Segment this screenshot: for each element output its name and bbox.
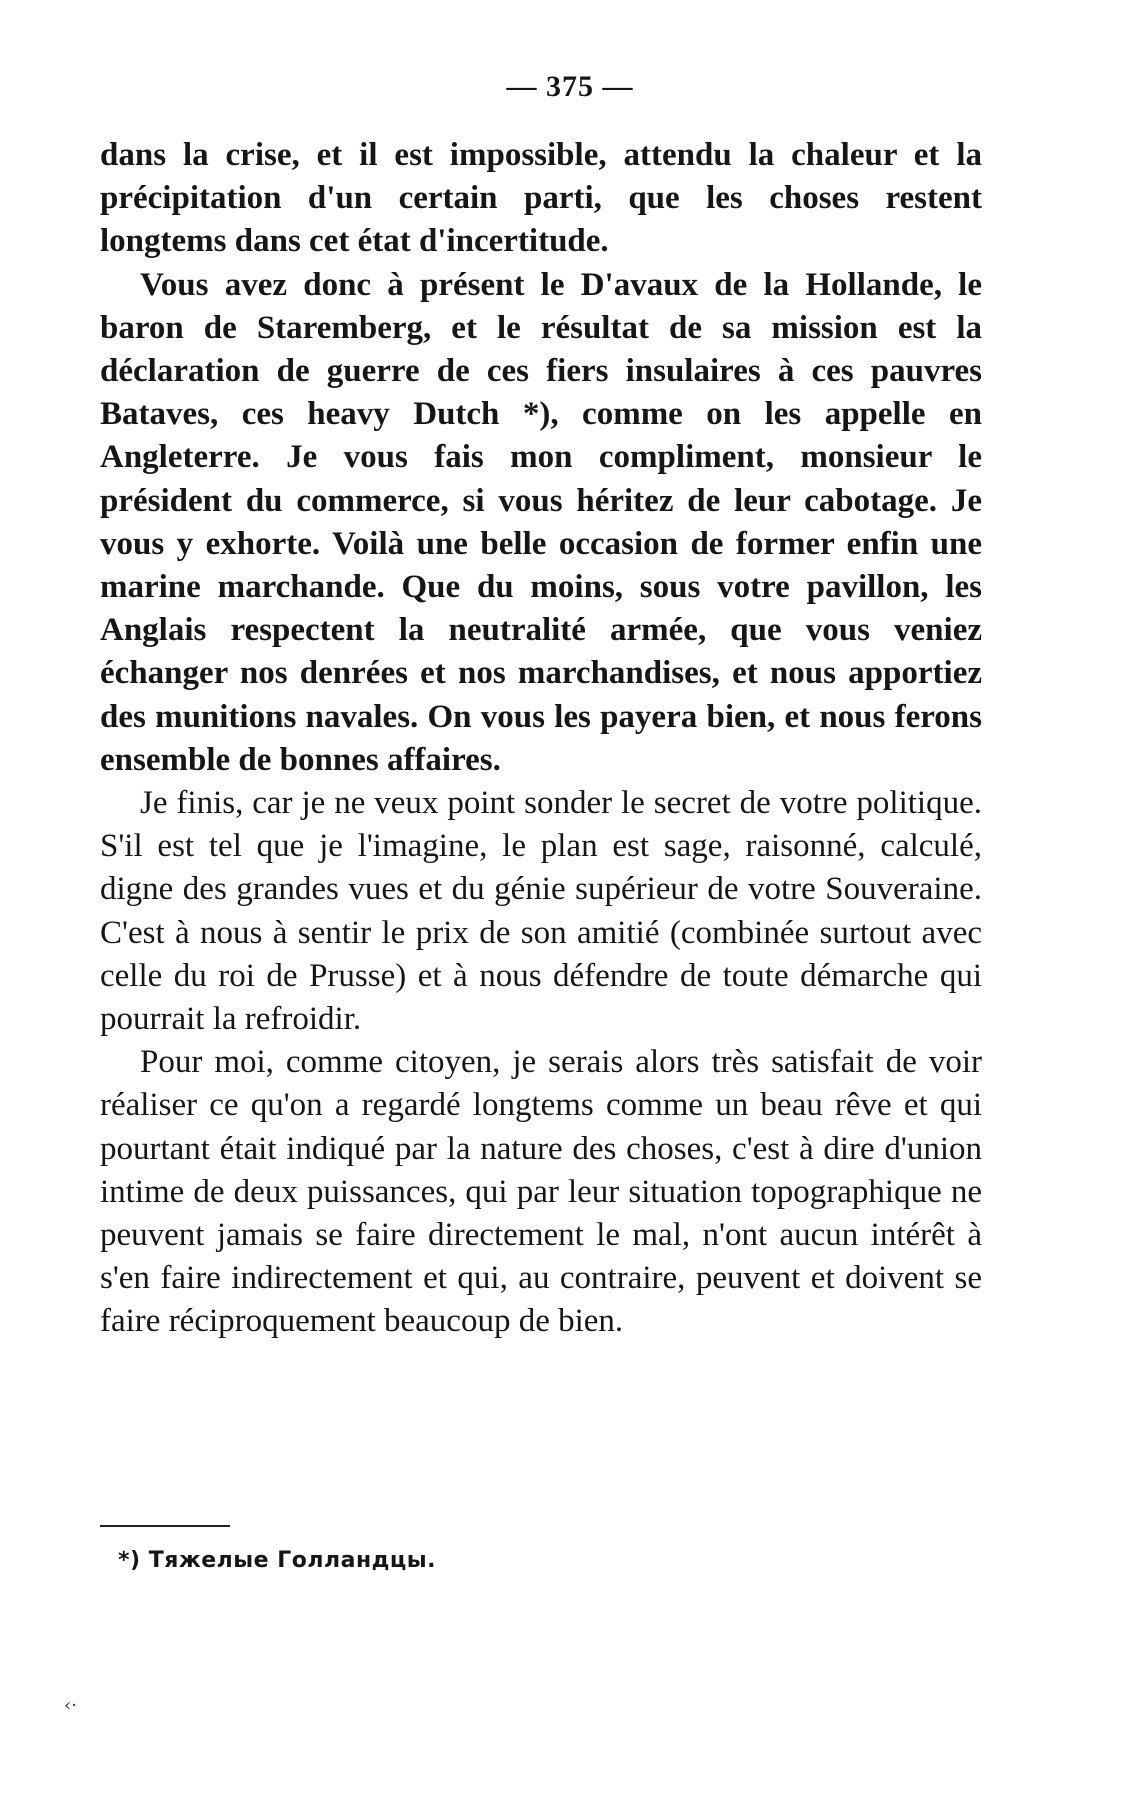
page-number: — 375 — — [506, 70, 634, 103]
paragraph-3: Je finis, car je ne veux point sonder le secret de votre politique. S'il est tel que je l'imagine, le plan est sage, raisonné, calculé, digne des grandes vues et du génie supérieur de votre Souveraine. C'est à nous à sentir le prix de son amitié (combinée surtout avec celle du roi de Prusse) et à nous défendre de toute démarche qui pourrait la refroidir. — [100, 785, 982, 1038]
print-speck-mark: ‹· — [64, 1695, 77, 1716]
footnote: *) Тяжелые Голландцы. — [118, 1548, 436, 1573]
body-text — [100, 134, 982, 1344]
paragraph-2: Vous avez donc à présent le D'avaux de la Hollande, le baron de Staremberg, et le résultat de sa mission est la déclaration de guerre de ces fiers insulaires à ces pauvres Bataves, ces heavy Dutch *), comme on les appelle en Angleterre. Je vous fais mon compliment, monsieur le président du commerce, si vous héritez de leur cabotage. Je vous y exhorte. Voilà une belle occasion de former enfin une marine marchande. Que du moins, sous votre pavillon, les Anglais respectent la neutralité armée, que vous veniez échanger nos denrées et nos marchandises, et nous apportiez des munitions navales. On vous les payera bien, et nous ferons ensemble de bonnes affaires. — [100, 266, 982, 778]
footnote-divider — [100, 1525, 230, 1527]
paragraph-4: Pour moi, comme citoyen, je serais alors très satisfait de voir réaliser ce qu'on a regardé longtems comme un beau rêve et qui pourtant était indiqué par la nature des choses, c'est à dire d'union intime de deux puissances, qui par leur situation topographique ne peuvent jamais se faire directement le mal, n'ont aucun intérêt à s'en faire indirectement et qui, au contraire, peuvent et doivent se faire réciproquement beaucoup de bien. — [100, 1044, 982, 1340]
paragraph-1: dans la crise, et il est impossible, attendu la chaleur et la précipitation d'un certain parti, que les choses restent longtems dans cet état d'incertitude. — [100, 137, 982, 260]
